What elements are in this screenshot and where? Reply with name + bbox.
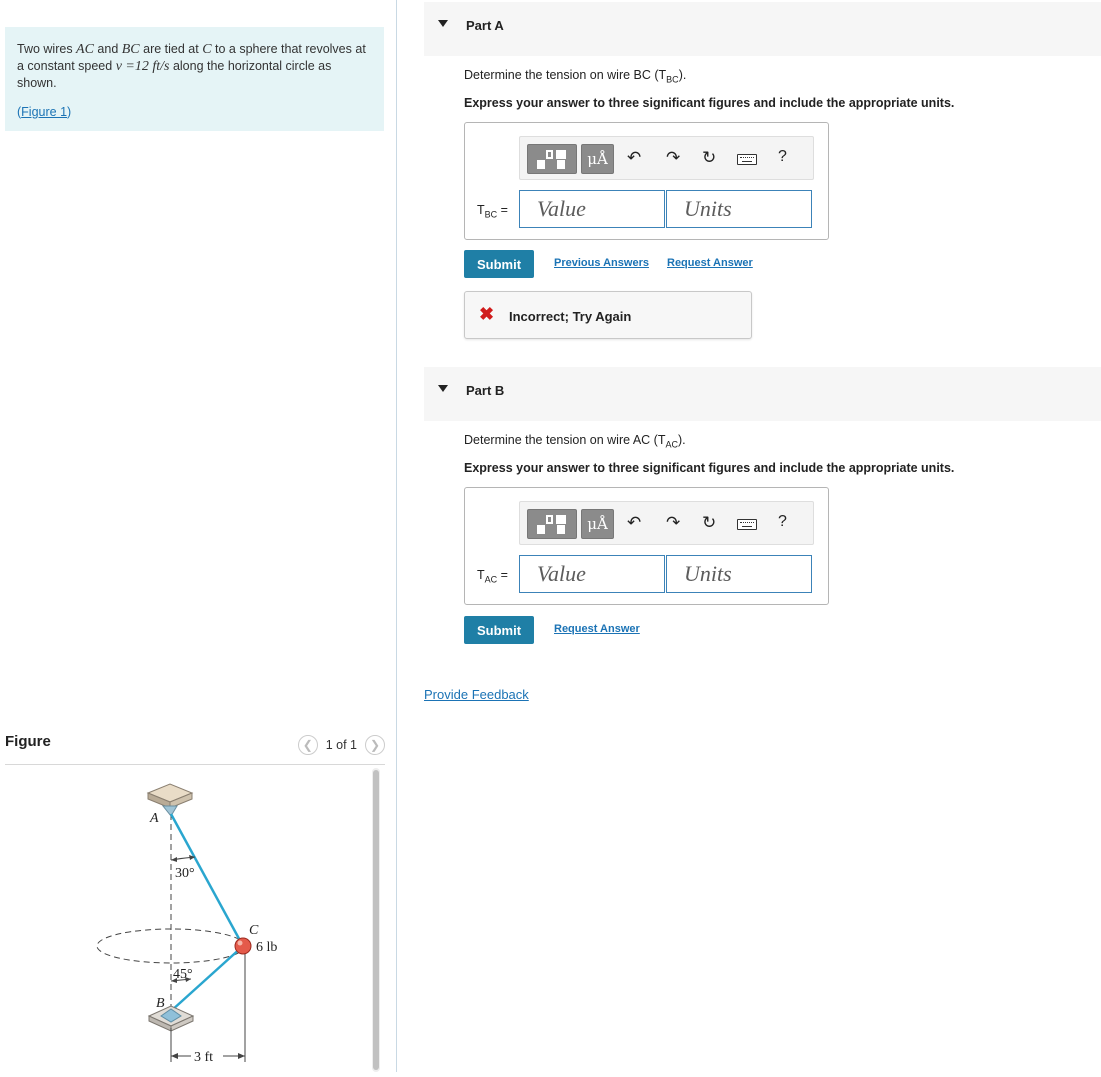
part-b-submit-button[interactable]: Submit: [464, 616, 534, 644]
questions-panel: [398, 0, 1101, 1072]
problem-panel: [0, 0, 397, 1072]
part-b-header[interactable]: [424, 367, 1101, 421]
part-b-answer-box: [464, 487, 829, 605]
part-a-submit-button[interactable]: Submit: [464, 250, 534, 278]
error-x-icon: ✖: [479, 304, 495, 324]
scrollbar-thumb[interactable]: [373, 770, 379, 1070]
redo-icon[interactable]: ↷: [666, 513, 681, 532]
collapse-triangle-icon[interactable]: [438, 20, 448, 27]
part-a-question: Determine the tension on wire BC $(T_{BC})$.: [464, 68, 687, 85]
undo-icon[interactable]: ↶: [627, 513, 642, 532]
fraction-template-icon[interactable]: [527, 144, 577, 174]
part-a-header[interactable]: [424, 2, 1101, 56]
problem-text: Two wires AC and BC are tied at C to a sphere that revolves at a constant speed v =12 ft/s along the horizontal circle as shown.: [17, 42, 366, 90]
figure-header: [5, 733, 385, 765]
part-b-label: Part B: [466, 383, 505, 398]
speed-expression: v =12 ft/s: [115, 59, 170, 74]
units-icon[interactable]: μÅ: [581, 144, 614, 174]
problem-statement: [5, 27, 384, 131]
undo-icon[interactable]: ↶: [627, 148, 642, 167]
label-angle-45: 45°: [173, 967, 193, 982]
part-b-request-answer-link[interactable]: Request Answer: [554, 623, 640, 635]
part-b-units-input[interactable]: Units: [666, 555, 812, 593]
units-icon[interactable]: μÅ: [581, 509, 614, 539]
next-figure-button[interactable]: [365, 735, 385, 755]
part-a-label: Part A: [466, 18, 504, 33]
wire-sphere-diagram: [5, 766, 385, 1072]
label-a: A: [150, 811, 159, 826]
fraction-template-icon[interactable]: [527, 509, 577, 539]
help-icon[interactable]: ?: [778, 513, 787, 530]
part-a-instructions: Express your answer to three significant figures and include the appropriate units.: [464, 96, 955, 110]
prev-figure-button[interactable]: [298, 735, 318, 755]
help-icon[interactable]: ?: [778, 148, 787, 165]
part-a-answer-box: [464, 122, 829, 240]
figure-link[interactable]: (Figure 1): [17, 105, 72, 119]
part-a-toolbar: [519, 136, 814, 180]
reset-icon[interactable]: ↻: [702, 513, 717, 532]
figure-pager: [298, 735, 385, 755]
label-angle-30: 30°: [175, 866, 195, 881]
provide-feedback-link[interactable]: Provide Feedback: [424, 687, 529, 702]
part-b-variable-label: $T_{AC}$ =: [477, 568, 508, 585]
label-b: B: [156, 996, 165, 1011]
label-weight: 6 lb: [256, 940, 278, 955]
keyboard-icon[interactable]: [737, 519, 757, 530]
part-a-value-input[interactable]: Value: [519, 190, 665, 228]
reset-icon[interactable]: ↻: [702, 148, 717, 167]
part-a-request-answer-link[interactable]: Request Answer: [667, 257, 753, 269]
collapse-triangle-icon[interactable]: [438, 385, 448, 392]
part-b-toolbar: [519, 501, 814, 545]
pager-text: 1 of 1: [325, 738, 357, 752]
redo-icon[interactable]: ↷: [666, 148, 681, 167]
part-b-value-input[interactable]: Value: [519, 555, 665, 593]
figure-scrollbar[interactable]: [372, 768, 380, 1072]
part-b-question: Determine the tension on wire AC $(T_{AC})$.: [464, 433, 686, 450]
part-a-feedback: [464, 291, 752, 339]
chevron-right-icon: ❯: [369, 738, 381, 752]
label-c: C: [249, 923, 259, 938]
feedback-text: Incorrect; Try Again: [509, 309, 632, 324]
chevron-left-icon: ❮: [302, 738, 313, 752]
part-a-previous-answers-link[interactable]: Previous Answers: [554, 257, 649, 269]
figure-area: [5, 766, 385, 1072]
label-distance: 3 ft: [194, 1050, 214, 1065]
figure-title: Figure: [5, 733, 51, 750]
sphere: [235, 938, 251, 954]
part-a-units-input[interactable]: Units: [666, 190, 812, 228]
part-a-variable-label: $T_{BC}$ =: [477, 203, 508, 220]
part-b-instructions: Express your answer to three significant figures and include the appropriate units.: [464, 461, 955, 475]
keyboard-icon[interactable]: [737, 154, 757, 165]
